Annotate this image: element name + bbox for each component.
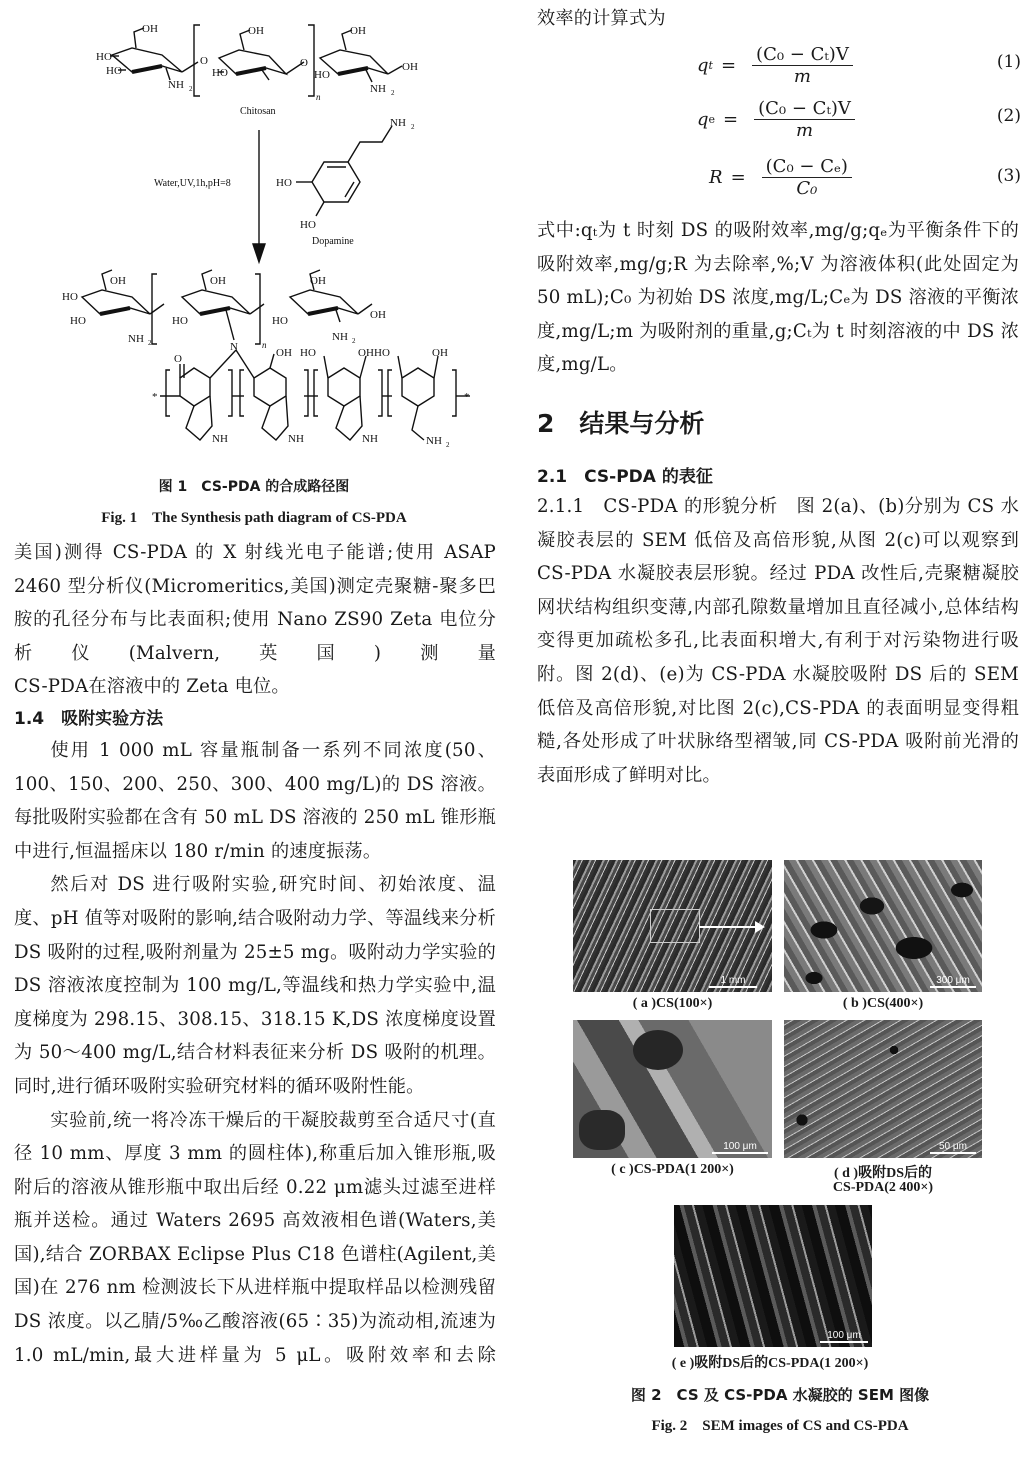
equals-sign: = bbox=[730, 167, 746, 188]
atom-label: OH bbox=[142, 23, 158, 35]
dopamine-structure bbox=[296, 126, 392, 216]
paragraph-instruments: 美国)测得 CS-PDA 的 X 射线光电子能谱;使用 ASAP 2460 型分析仪(Micromeritics,美国)测定壳聚糖-聚多巴胺的孔径分布与比表面积;使用 Nano ZS90 Zeta 电位分析仪(Malvern,英国)测量 bbox=[14, 542, 496, 664]
atom-label: n bbox=[262, 340, 267, 350]
paragraph-instruments-end: CS-PDA在溶液中的 Zeta 电位。 bbox=[14, 676, 290, 698]
scale-bar: 300 μm bbox=[930, 975, 976, 988]
atom-label: 2 bbox=[352, 337, 356, 345]
atom-label: OH bbox=[402, 61, 418, 73]
figure-1-caption-en: Fig. 1 The Synthesis path diagram of CS-PDA bbox=[101, 510, 407, 526]
section-heading-1-4: 1.4 吸附实验方法 bbox=[14, 708, 164, 729]
atom-label: 2 bbox=[411, 123, 415, 131]
atom-label: OH bbox=[210, 275, 226, 287]
sem-caption-b: ( b )CS(400×) bbox=[842, 996, 924, 1011]
equation-intro: 效率的计算式为 bbox=[537, 8, 666, 29]
atom-label: 2 bbox=[189, 85, 193, 93]
atom-label: HO bbox=[106, 65, 122, 77]
scale-bar: 50 μm bbox=[930, 1141, 976, 1154]
equation-lhs-subscript: t bbox=[708, 59, 713, 72]
equation-number: (1) bbox=[996, 52, 1021, 72]
section-heading-2: 2 结果与分析 bbox=[537, 409, 705, 438]
atom-label: N bbox=[230, 341, 238, 353]
atom-label: HO bbox=[300, 219, 316, 231]
atom-label: HO bbox=[212, 67, 228, 79]
atom-label: NH bbox=[212, 433, 228, 445]
atom-label: HO bbox=[172, 315, 188, 327]
atom-label: NH bbox=[370, 83, 386, 95]
atom-label: NH bbox=[426, 435, 442, 447]
equation-denominator: m bbox=[795, 120, 814, 141]
equation-lhs: q bbox=[697, 55, 709, 76]
atom-label: HO bbox=[272, 315, 288, 327]
atom-label: NH bbox=[390, 117, 406, 129]
atom-label: * bbox=[152, 391, 158, 403]
arrow-head-icon bbox=[253, 244, 265, 262]
scale-bar: 100 μm bbox=[820, 1330, 868, 1343]
paragraph-adsorption-experiment: 然后对 DS 进行吸附实验,研究时间、初始浓度、温度、pH 值等对吸附的影响,结合吸附动力学、等温线来分析 DS 吸附的过程,吸附剂量为 25±5 mg。吸附动力学实验的 DS 溶液浓度控制为 100 mg/L,等温线和热力学实验中,温度梯度为 298.15、308.15、318.15 K,DS 浓度梯度设置为 50～400 mg/L,结合材料表征来分析 DS 吸附的机理。同时,进行循环吸附实验研究材料的循环吸附性能。 bbox=[14, 874, 496, 1097]
atom-label: HO bbox=[96, 51, 112, 63]
equation-2 bbox=[537, 98, 1021, 141]
arrow-icon bbox=[755, 921, 765, 933]
atom-label: OH bbox=[276, 347, 292, 359]
equation-denominator: C₀ bbox=[796, 178, 818, 199]
equals-sign: = bbox=[720, 55, 737, 76]
equation-number: (2) bbox=[996, 106, 1021, 126]
synthesis-scheme-diagram bbox=[14, 0, 514, 472]
sem-image-a bbox=[573, 860, 772, 992]
atom-label: 2 bbox=[148, 339, 152, 347]
paragraph-sample-analysis: 实验前,统一将冷冻干燥后的干凝胶裁剪至合适尺寸(直径 10 mm、厚度 3 mm 的圆柱体),称重后加入锥形瓶,吸附后的溶液从锥形瓶中取出后经 0.22 μm滤头过滤至进样瓶并送检。通过 Waters 2695 高效液相色谱(Waters,美国),结合 ZORBAX Eclipse Plus C18 色谱柱(Agilent,美国)在 276 nm 检测波长下从进样瓶中提取样品以检测残留 DS 浓度。以乙腈/5‰乙酸溶液(65∶35)为流动相,流速为 1.0 mL/min,最大进样量为 5 μL。吸附效率和去除 bbox=[14, 1109, 496, 1366]
atom-label: HO bbox=[374, 347, 390, 359]
atom-label: HO bbox=[70, 315, 86, 327]
atom-label: O bbox=[300, 57, 308, 69]
atom-label: HO bbox=[276, 177, 292, 189]
atom-label: * bbox=[464, 391, 470, 403]
atom-label: OH bbox=[358, 347, 374, 359]
reaction-condition-label: Water,UV,1h,pH=8 bbox=[154, 178, 231, 189]
equals-sign: = bbox=[723, 109, 739, 130]
atom-label: n bbox=[316, 92, 321, 102]
figure-1-caption-cn: 图 1 CS-PDA 的合成路径图 bbox=[158, 479, 350, 495]
equation-number: (3) bbox=[996, 166, 1021, 186]
atom-label: NH bbox=[288, 433, 304, 445]
dopamine-label: Dopamine bbox=[312, 236, 354, 247]
atom-label: OH bbox=[370, 309, 386, 321]
atom-label: OH bbox=[432, 347, 448, 359]
section-heading-2-1: 2.1 CS-PDA 的表征 bbox=[537, 467, 713, 487]
equation-numerator: (C₀ − Cₜ)V bbox=[754, 98, 855, 120]
chitosan-label: Chitosan bbox=[240, 106, 276, 117]
sem-caption-a: ( a )CS(100×) bbox=[632, 996, 713, 1011]
variable-definitions: 式中:qₜ为 t 时刻 DS 的吸附效率,mg/g;qₑ为平衡条件下的吸附效率,mg/g;R 为去除率,%;V 为溶液体积(此处固定为 50 mL);C₀ 为初始 DS 浓度,mg/L;Cₑ为 DS 溶液的平衡浓度,mg/L;m 为吸附剂的重量,g;Cₜ为 t 时刻溶液的中 DS 浓度,mg/L。 bbox=[537, 220, 1019, 376]
atom-label: OH bbox=[310, 275, 326, 287]
sem-image-c bbox=[573, 1020, 772, 1158]
sem-caption-e: ( e )吸附DS后的CS-PDA(1 200×) bbox=[671, 1356, 869, 1371]
sem-caption-d: ( d )吸附DS后的 bbox=[833, 1166, 932, 1181]
polydopamine-chain-structure bbox=[160, 350, 470, 440]
atom-label: OH bbox=[110, 275, 126, 287]
sem-image-d bbox=[784, 1020, 982, 1158]
equation-lhs: q bbox=[697, 109, 709, 130]
atom-label: O bbox=[200, 55, 208, 67]
equation-numerator: (C₀ − Cₜ)V bbox=[752, 44, 853, 66]
scale-bar: 100 μm bbox=[712, 1141, 768, 1154]
atom-label: HO bbox=[62, 291, 78, 303]
sem-image-b bbox=[784, 860, 982, 992]
sem-image-e bbox=[674, 1205, 872, 1347]
atom-label: OH bbox=[248, 25, 264, 37]
atom-label: OH bbox=[350, 25, 366, 37]
equation-lhs-subscript: e bbox=[708, 113, 716, 126]
atom-label: 2 bbox=[446, 441, 450, 449]
atom-label: HO bbox=[314, 69, 330, 81]
atom-label: 2 bbox=[391, 89, 395, 97]
figure-2-caption-cn: 图 2 CS 及 CS-PDA 水凝胶的 SEM 图像 bbox=[630, 1386, 930, 1404]
equation-lhs: R bbox=[709, 167, 723, 188]
atom-label: NH bbox=[332, 331, 348, 343]
equation-3 bbox=[537, 156, 1021, 199]
paragraph-morphology-analysis: 2.1.1 CS-PDA 的形貌分析 图 2(a)、(b)分别为 CS 水凝胶表层的 SEM 低倍及高倍形貌,从图 2(c)可以观察到 CS-PDA 水凝胶表层形貌。经过 PDA 改性后,壳聚糖凝胶网状结构组织变薄,内部孔隙数量增加且直径减小,总体结构变得更加疏松多孔,比表面积增大,有利于对污染物进行吸附。图 2(d)、(e)为 CS-PDA 水凝胶吸附 DS 后的 SEM 低倍及高倍形貌,对比图 2(c),CS-PDA 的表面明显变得粗糙,各处形成了叶状脉络型褶皱,同 CS-PDA 吸附前光滑的表面形成了鲜明对比。 bbox=[537, 496, 1019, 786]
atom-label: O bbox=[174, 353, 182, 365]
equation-1 bbox=[537, 44, 1021, 87]
paragraph-solution-prep: 使用 1 000 mL 容量瓶制备一系列不同浓度(50、100、150、200、250、300、400 mg/L)的 DS 溶液。每批吸附实验都在含有 50 mL DS 溶液的 250 mL 锥形瓶中进行,恒温摇床以 180 r/min 的速度振荡。 bbox=[14, 739, 496, 862]
sem-caption-c: ( c )CS-PDA(1 200×) bbox=[611, 1162, 734, 1177]
scale-bar: 1 mm bbox=[709, 975, 757, 988]
atom-label: NH bbox=[128, 333, 144, 345]
sem-caption-d-line2: CS-PDA(2 400×) bbox=[832, 1180, 934, 1195]
atom-label: NH bbox=[362, 433, 378, 445]
equation-numerator: (C₀ − Cₑ) bbox=[762, 156, 852, 178]
equation-denominator: m bbox=[793, 66, 811, 87]
figure-2-caption-en: Fig. 2 SEM images of CS and CS-PDA bbox=[651, 1418, 909, 1434]
atom-label: NH bbox=[168, 79, 184, 91]
atom-label: HO bbox=[300, 347, 316, 359]
